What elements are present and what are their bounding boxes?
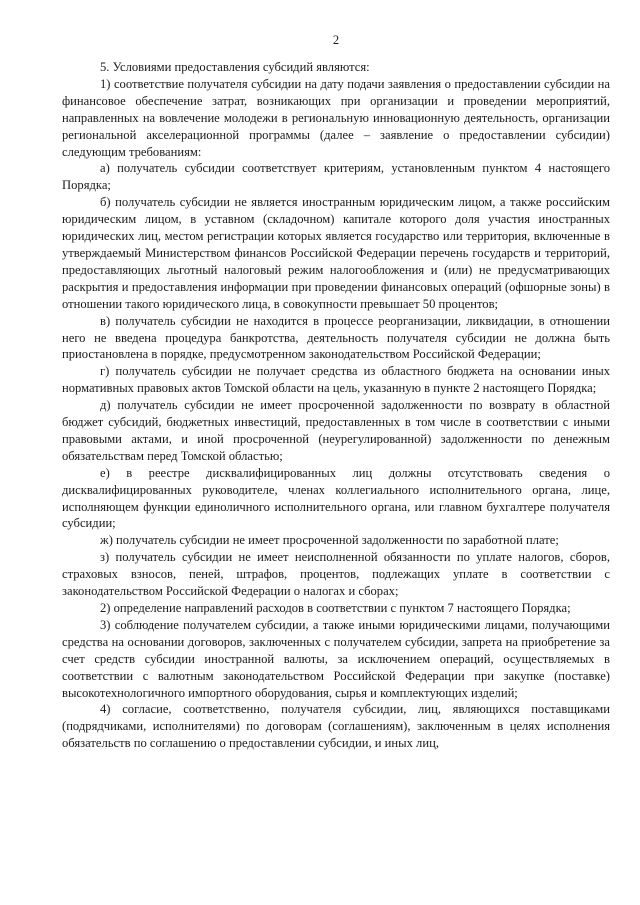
paragraph-subitem-a: а) получатель субсидии соответствует критериям, установленным пунктом 4 настоящего Порядка; — [62, 161, 610, 193]
paragraph-item-2: 2) определение направлений расходов в соответствии с пунктом 7 настоящего Порядка; — [100, 601, 571, 615]
paragraph-item-4: 4) согласие, соответственно, получателя субсидии, лиц, являющихся поставщиками (подрядчиками, исполнителями) по договорам (соглашениям), заключенным в целях исполнения обязательств по соглашению о предоставлении субсидии, и иных лиц, — [62, 702, 610, 751]
paragraph-subitem-b: б) получатель субсидии не является иностранным юридическим лицом, а также российским юридическим лицом, в уставном (складочном) капитале которого доля участия иностранных юридических лиц, местом регистрации которых является государство или территория, включенные в утверждаемый Министерством финансов Российской Федерации перечень государств и территорий, предоставляющих льготный налоговый режим налогообложения и (или) не предусматривающих раскрытия и предоставления информации при проведении финансовых операций (офшорные зоны) в отношении такого юридического лица, в совокупности превышает 50 процентов; — [62, 195, 610, 311]
paragraph-item-3: 3) соблюдение получателем субсидии, а также иными юридическими лицами, получающими средства на основании договоров, заключенных с получателем субсидии, запрета на приобретение за счет средств субсидии иностранной валюты, за исключением операций, осуществляемых в соответствии с валютным законодательством Российской Федерации при закупке (поставке) высокотехнологичного импортного оборудования, сырья и комплектующих изделий; — [62, 617, 610, 700]
paragraph-subitem-zh: ж) получатель субсидии не имеет просроченной задолженности по заработной плате; — [100, 533, 559, 548]
paragraph-item-1: 1) соответствие получателя субсидии на дату подачи заявления о предоставлении субсидии на финансовое обеспечение затрат, возникающих при организации и проведении мероприятий, направленных на вовлечение молодежи в региональную инновационную деятельность, организации региональной акселерационной программы (далее – заявление о предоставлении субсидии) следующим требованиям: — [62, 76, 610, 159]
paragraph-subitem-d: д) получатель субсидии не имеет просроченной задолженности по возврату в областной бюджет субсидий, бюджетных инвестиций, предоставленных в том числе в соответствии с иными правовыми актами, и иной просроченной (неурегулированной) задолженности по денежным обязательствам перед Томской областью; — [62, 398, 610, 463]
paragraph-subitem-g: г) получатель субсидии не получает средства из областного бюджета на основании иных нормативных правовых актов Томской области на цель, указанную в пункте 2 настоящего Порядка; — [62, 364, 610, 396]
paragraph-conditions-heading: 5. Условиями предоставления субсидий являются: — [100, 60, 370, 74]
paragraph-subitem-e: е) в реестре дисквалифицированных лиц должны отсутствовать сведения о дисквалифицированных руководителе, членах коллегиального исполнительного органа, лице, исполняющем функции единоличного исполнительного органа, или главном бухгалтере получателя субсидии; — [62, 465, 610, 531]
page-number: 2 — [332, 33, 340, 47]
paragraph-subitem-v: в) получатель субсидии не находится в процессе реорганизации, ликвидации, в отношении него не введена процедура банкротства, деятельность получателя субсидии не должна быть приостановлена в порядке, предусмотренном законодательством Российской Федерации; — [62, 313, 610, 362]
paragraph-subitem-z: з) получатель субсидии не имеет неисполненной обязанности по уплате налогов, сборов, страховых взносов, пеней, штрафов, процентов, подлежащих уплате в соответствии с законодательством Российской Федерации о налогах и сборах; — [62, 550, 610, 599]
